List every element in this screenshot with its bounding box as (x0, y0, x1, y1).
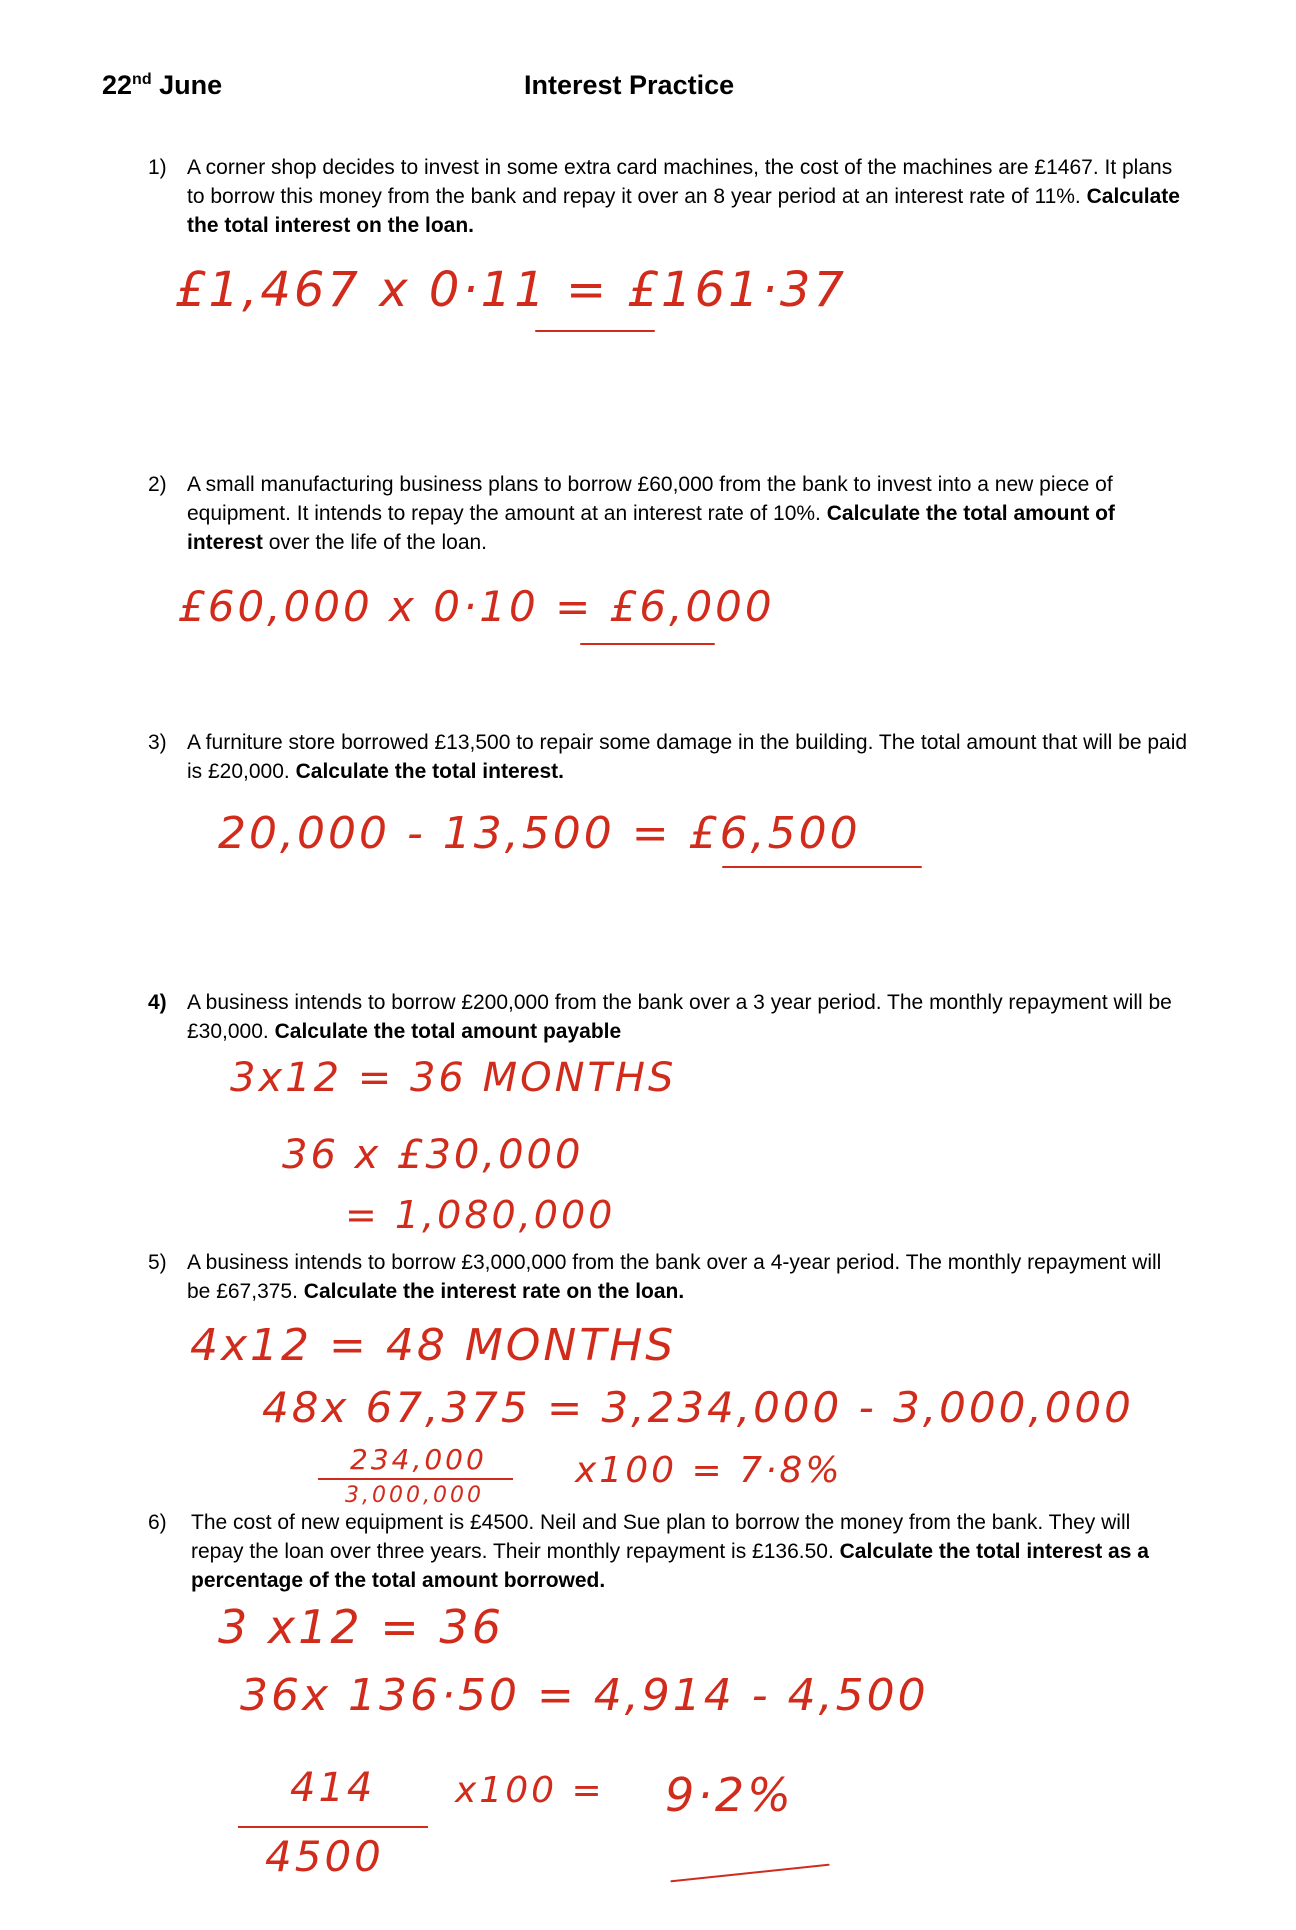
working-q6-multiplier: x100 = (455, 1770, 605, 1811)
working-q2: £60,000 x 0·10 = £6,000 (178, 582, 775, 631)
working-q6-line1: 3 x12 = 36 (218, 1600, 504, 1654)
question-2: 2) A small manufacturing business plans to borrow £60,000 from the bank to invest into a new piece of equipment. It intends to repay the amount at an interest rate of 10%. Calculate the total amount of interest over the life of the loan. (148, 473, 1115, 554)
answer-underline (535, 330, 655, 332)
working-q6-numerator: 414 (290, 1765, 376, 1811)
working-q5-denominator: 3,000,000 (345, 1483, 484, 1508)
fraction-line (238, 1826, 428, 1828)
question-6: 6) The cost of new equipment is £4500. Neil and Sue plan to borrow the money from the bank. They will repay the loan over three years. Their monthly repayment is £136.50. Calculate the total interest as a percentage of the total amount borrowed. (148, 1511, 1149, 1592)
working-q1: £1,467 x 0·11 = £161·37 (175, 262, 847, 318)
working-q5-result: x100 = 7·8% (575, 1450, 843, 1491)
answer-underline (580, 643, 715, 645)
page-date: 22nd June (102, 70, 223, 100)
question-3: 3) A furniture store borrowed £13,500 to repair some damage in the building. The total amount that will be paid is £20,000. Calculate the total interest. (148, 731, 1188, 783)
working-q4-line1: 3x12 = 36 MONTHS (230, 1055, 677, 1101)
working-q3: 20,000 - 13,500 = £6,500 (218, 808, 861, 859)
working-q5-line2: 48x 67,375 = 3,234,000 - 3,000,000 (262, 1383, 1134, 1432)
answer-underline (670, 1864, 829, 1883)
working-q5-line1: 4x12 = 48 MONTHS (190, 1320, 677, 1371)
working-q6-line2: 36x 136·50 = 4,914 - 4,500 (240, 1670, 929, 1721)
question-4: 4) A business intends to borrow £200,000 from the bank over a 3 year period. The monthly repayment will be £30,000. Calculate the total amount payable (148, 991, 1172, 1043)
fraction-line (318, 1478, 513, 1480)
question-5: 5) A business intends to borrow £3,000,000 from the bank over a 4-year period. The monthly repayment will be £67,375. Calculate the interest rate on the loan. (148, 1251, 1162, 1303)
working-q4-line3: = 1,080,000 (345, 1193, 616, 1237)
page-title: Interest Practice (524, 70, 735, 100)
working-q6-answer: 9·2% (665, 1768, 794, 1822)
question-1: 1) A corner shop decides to invest in some extra card machines, the cost of the machines are £1467. It plans to borrow this money from the bank and repay it over an 8 year period at an interest rate of 11%. Calculate the total interest on the loan. (148, 156, 1180, 237)
working-q4-line2: 36 x £30,000 (282, 1132, 584, 1178)
answer-underline (722, 866, 922, 868)
working-q5-numerator: 234,000 (350, 1443, 487, 1476)
working-q6-denominator: 4500 (265, 1832, 384, 1881)
